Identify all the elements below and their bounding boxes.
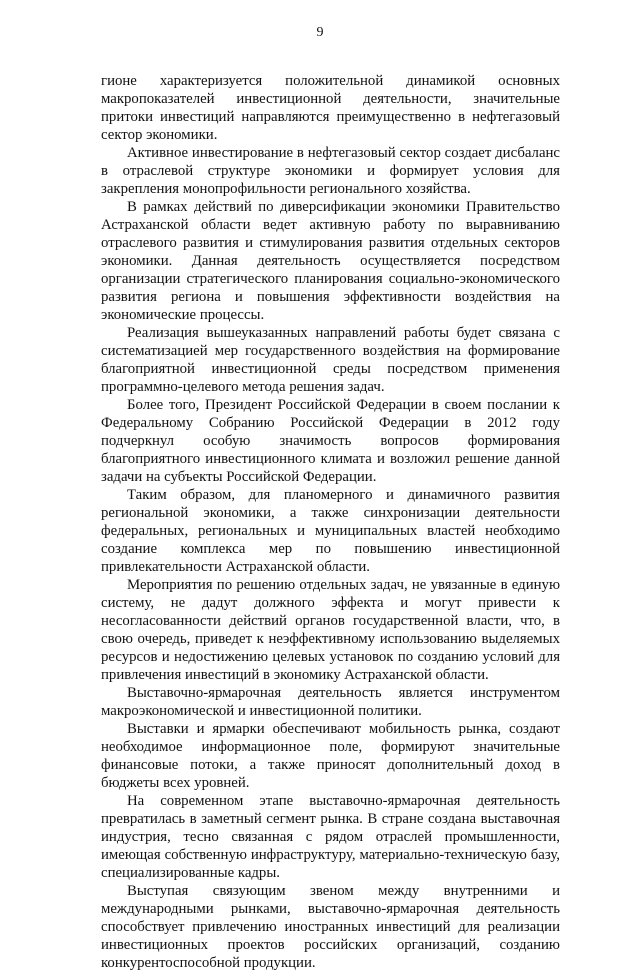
body-text xyxy=(101,72,560,972)
paragraph: гионе характеризуется положительной динамикой основных макропоказателей инвестиционной деятельности, значительные притоки инвестиций направляются преимущественно в нефтегазовый сектор экономики. xyxy=(101,73,560,143)
paragraph: Выступая связующим звеном между внутренними и международными рынками, выставочно-ярмарочная деятельность способствует привлечению иностранных инвестиций для реализации инвестиционных проектов российских организаций, созданию конкурентоспособной продукции. xyxy=(101,883,560,971)
paragraph: Таким образом, для планомерного и динамичного развития региональной экономики, а также синхронизации деятельности федеральных, региональных и муниципальных властей необходимо создание комплекса мер по повышению инвестиционной привлекательности Астраханской области. xyxy=(101,487,560,575)
paragraph: Активное инвестирование в нефтегазовый сектор создает дисбаланс в отраслевой структуре экономики и формирует условия для закрепления монопрофильности регионального хозяйства. xyxy=(101,145,560,197)
paragraph: В рамках действий по диверсификации экономики Правительство Астраханской области ведет активную работу по выравниванию отраслевого развития и стимулирования развития отдельных секторов экономики. Данная деятельность осуществляется посредством организации стратегического планирования социально-экономического развития региона и повышения эффективности воздействия на экономические процессы. xyxy=(101,199,560,323)
paragraph: Более того, Президент Российской Федерации в своем послании к Федеральному Собранию Российской Федерации в 2012 году подчеркнул особую значимость вопросов формирования благоприятного инвестиционного климата и возложил решение данной задачи на субъекты Российской Федерации. xyxy=(101,397,560,485)
paragraph: Мероприятия по решению отдельных задач, не увязанные в единую систему, не дадут должного эффекта и могут привести к несогласованности действий органов государственной власти, что, в свою очередь, приведет к неэффективному использованию выделяемых ресурсов и недостижению целевых установок по созданию условий для привлечения инвестиций в экономику Астраханской области. xyxy=(101,577,560,683)
paragraph: Выставки и ярмарки обеспечивают мобильность рынка, создают необходимое информационное поле, формируют значительные финансовые потоки, а также приносят дополнительный доход в бюджеты всех уровней. xyxy=(101,721,560,791)
paragraph: На современном этапе выставочно-ярмарочная деятельность превратилась в заметный сегмент рынка. В стране создана выставочная индустрия, тесно связанная с рядом отраслей промышленности, имеющая собственную инфраструктуру, материально-техническую базу, специализированные кадры. xyxy=(101,793,560,881)
paragraph: Реализация вышеуказанных направлений работы будет связана с систематизацией мер государственного воздействия на формирование благоприятной инвестиционной среды посредством применения программно-целевого метода решения задач. xyxy=(101,325,560,395)
paragraph: Выставочно-ярмарочная деятельность является инструментом макроэкономической и инвестиционной политики. xyxy=(101,685,560,719)
page-number: 9 xyxy=(316,25,324,40)
